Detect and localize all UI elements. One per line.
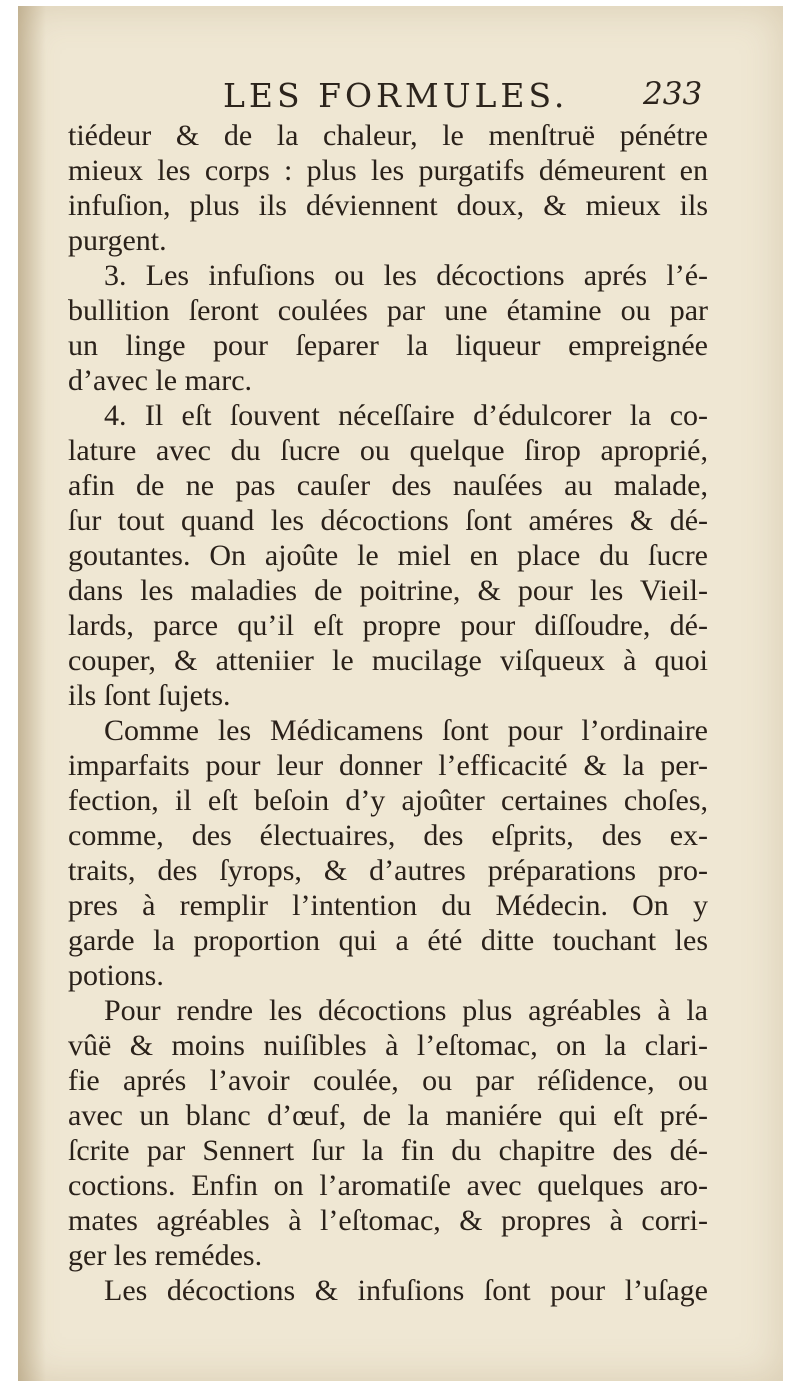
text-line: avec un blanc d’œuf, de la maniére qui eſt pré- xyxy=(68,1099,708,1132)
text-line: Comme les Médicamens ſont pour l’ordinaire xyxy=(104,714,708,747)
text-line: bullition ſeront coulées par une étamine ou par xyxy=(68,294,708,327)
text-line: dans les maladies de poitrine, & pour les Vieil- xyxy=(68,574,708,607)
book-page xyxy=(18,6,783,1381)
text-line: mieux les corps : plus les purgatifs démeurent en xyxy=(68,154,708,187)
text-line: comme, des électuaires, des eſprits, des ex- xyxy=(68,819,708,852)
text-line: purgent. xyxy=(68,224,167,257)
text-line: 4. Il eſt ſouvent néceſſaire d’édulcorer la co- xyxy=(104,399,708,432)
text-line: traits, des ſyrops, & d’autres préparations pro- xyxy=(68,854,708,887)
text-line: imparfaits pour leur donner l’efficacité & la per- xyxy=(68,749,708,782)
text-line: vûë & moins nuiſibles à l’eſtomac, on la clari- xyxy=(68,1029,708,1062)
text-line: garde la proportion qui a été ditte touchant les xyxy=(68,924,708,957)
text-line: un linge pour ſeparer la liqueur empreignée xyxy=(68,329,708,362)
page-number: 233 xyxy=(643,76,703,112)
text-line: tiédeur & de la chaleur, le menſtruë pénétre xyxy=(68,119,708,152)
text-line: pres à remplir l’intention du Médecin. On y xyxy=(68,889,708,922)
text-line: infuſion, plus ils déviennent doux, & mieux ils xyxy=(68,189,708,222)
text-line: lards, parce qu’il eſt propre pour diſſoudre, dé- xyxy=(68,609,708,642)
text-line: ſur tout quand les décoctions ſont améres & dé- xyxy=(68,504,708,537)
text-line: coctions. Enfin on l’aromatiſe avec quelques aro- xyxy=(68,1169,708,1202)
text-line: ſcrite par Sennert ſur la fin du chapitre des dé- xyxy=(68,1134,708,1167)
text-line: 3. Les infuſions ou les décoctions aprés l’é- xyxy=(104,259,708,292)
text-line: Les décoctions & infuſions ſont pour l’uſage xyxy=(104,1274,708,1307)
text-line: couper, & atteniier le mucilage viſqueux à quoi xyxy=(68,644,708,677)
text-line: fie aprés l’avoir coulée, ou par réſidence, ou xyxy=(68,1064,708,1097)
page-header xyxy=(18,72,783,122)
text-line: mates agréables à l’eſtomac, & propres à corri- xyxy=(68,1204,708,1237)
text-line: ils ſont ſujets. xyxy=(68,679,231,712)
text-line: goutantes. On ajoûte le miel en place du ſucre xyxy=(68,539,708,572)
text-line: d’avec le marc. xyxy=(68,364,253,397)
text-line: afin de ne pas cauſer des nauſées au malade, xyxy=(68,469,708,502)
text-line: ger les remédes. xyxy=(68,1239,263,1272)
text-line: lature avec du ſucre ou quelque ſirop aproprié, xyxy=(68,434,708,467)
gutter-shadow xyxy=(18,6,46,1381)
text-line: Pour rendre les décoctions plus agréables à la xyxy=(104,994,708,1027)
body-text xyxy=(68,118,708,1308)
text-line: fection, il eſt beſoin d’y ajoûter certaines choſes, xyxy=(68,784,708,817)
text-line: potions. xyxy=(68,959,164,992)
running-head: LES FORMULES. xyxy=(223,76,569,115)
